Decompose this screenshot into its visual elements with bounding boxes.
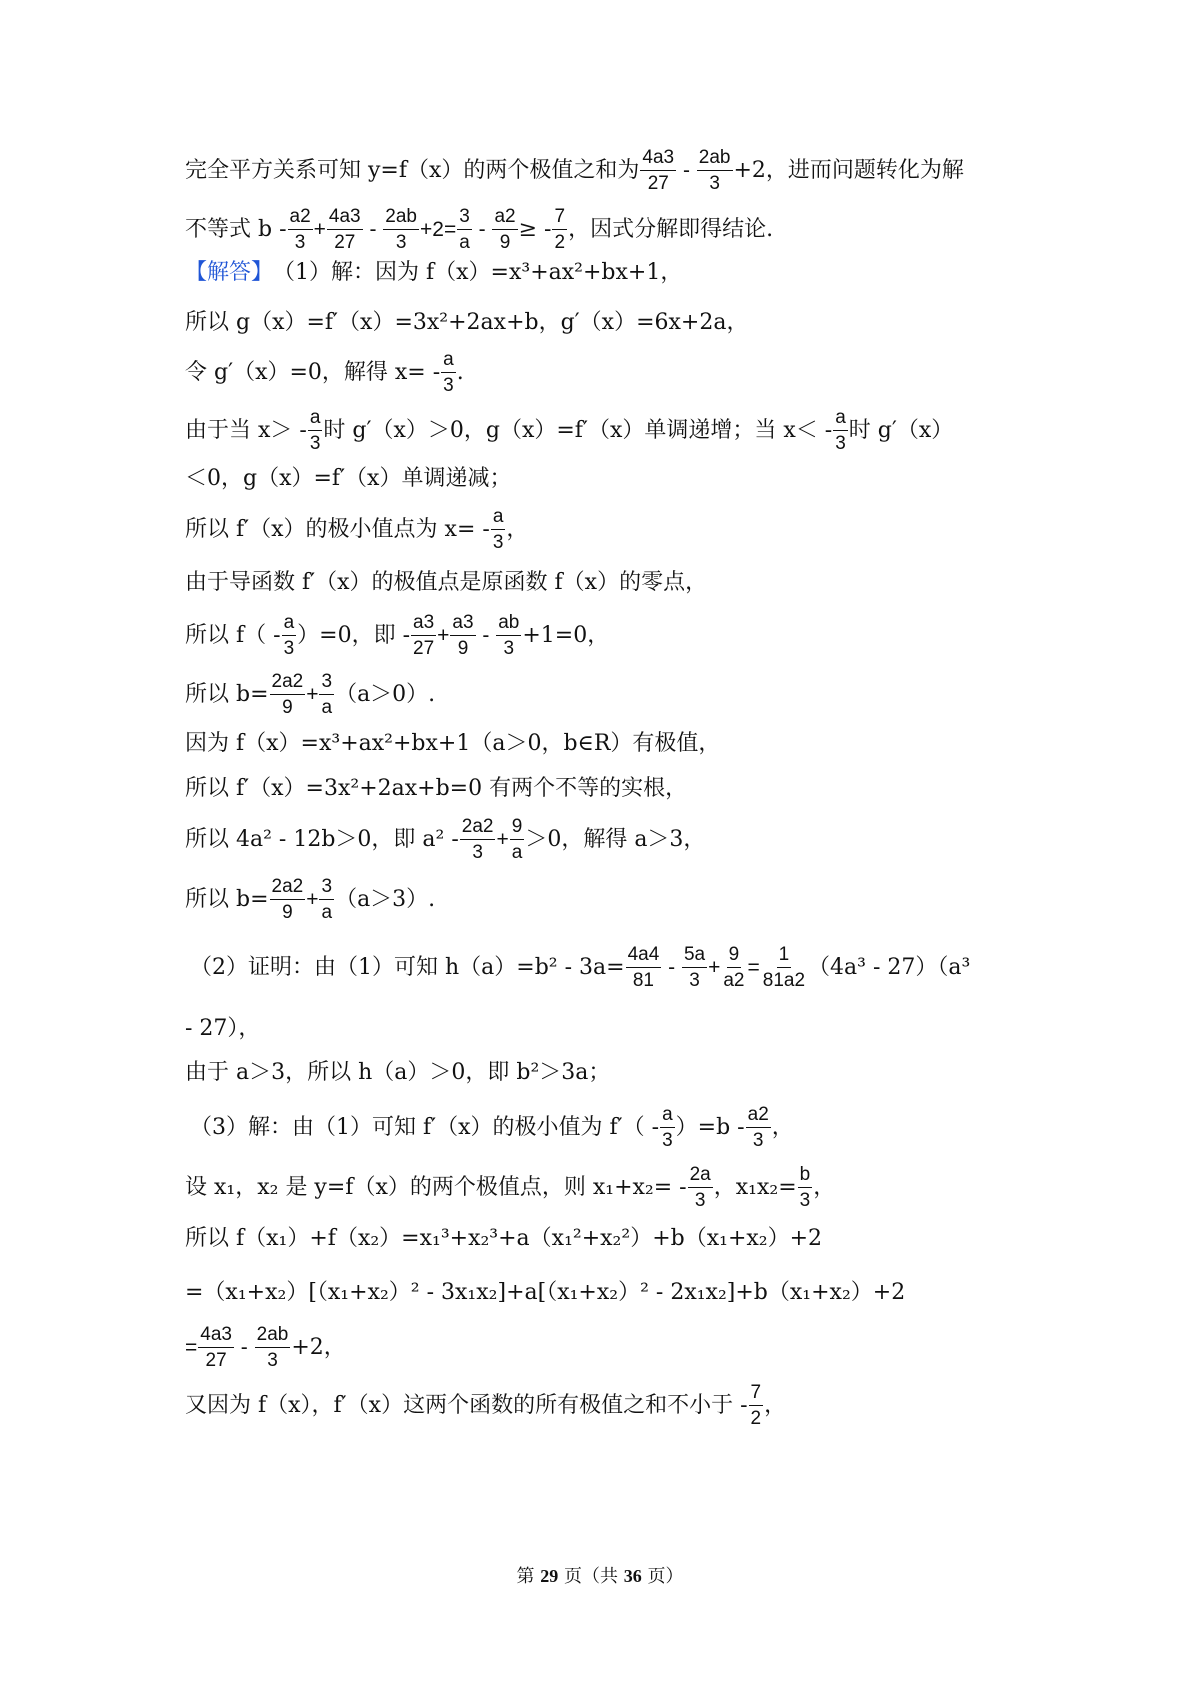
page-total: 36 xyxy=(623,1566,642,1586)
op: ≥ - xyxy=(518,216,552,242)
fraction: $\frac{3}{a}$ xyxy=(321,876,333,923)
op: + xyxy=(708,955,721,979)
text: =（x₁+x₂）[（x₁+x₂）² - 3x₁x₂]+a[（x₁+x₂）² - 2x₁x₂]+b（x₁+x₂）+2 xyxy=(185,1280,906,1305)
line-10 xyxy=(185,613,609,659)
fraction: $\frac{3}{a}$ xyxy=(321,671,333,718)
fraction: $\frac{a2}{3}$ xyxy=(747,1104,769,1151)
text: 由于当 x＞ - xyxy=(185,417,307,443)
text: 完全平方关系可知 y=f（x）的两个极值之和为 xyxy=(185,157,640,183)
op: - xyxy=(677,158,696,182)
line-15 xyxy=(185,877,435,923)
fraction: $\frac{5a}{3}$ xyxy=(683,944,706,991)
text: 所以 f′（x）=3x²+2ax+b=0 有两个不等的实根， xyxy=(185,776,688,801)
op: + xyxy=(437,623,450,647)
fraction: $\frac{2ab}{3}$ xyxy=(698,147,731,194)
fraction: $\frac{9}{a}$ xyxy=(511,816,523,863)
answer-tag: 【解答】 xyxy=(185,260,274,285)
text: ， xyxy=(764,1392,787,1418)
line-13 xyxy=(185,778,687,800)
text: 时 g′（x） xyxy=(848,417,954,443)
fraction: $\frac{9}{a2}$ xyxy=(723,944,745,991)
line-16 xyxy=(190,945,970,991)
text: ， xyxy=(813,1174,836,1200)
text: ＜0，g（x）=f′（x）单调递减； xyxy=(185,466,512,491)
op: = xyxy=(747,955,760,979)
op: +2= xyxy=(420,217,457,241)
fraction: $\frac{a3}{27}$ xyxy=(413,612,435,659)
line-22 xyxy=(185,1282,905,1304)
text: 所以 b= xyxy=(185,886,269,912)
text: +2， xyxy=(291,1334,346,1360)
text: 所以 b= xyxy=(185,681,269,707)
text: ＞0，解得 a＞3， xyxy=(525,826,706,852)
text: +1=0， xyxy=(522,622,610,648)
fraction: $\frac{4a3}{27}$ xyxy=(328,206,361,253)
text: 设 x₁，x₂ 是 y=f（x）的两个极值点，则 x₁+x₂= - xyxy=(185,1174,687,1200)
text: 由于 a＞3，所以 h（a）＞0，即 b²＞3a； xyxy=(185,1060,611,1085)
fraction: $\frac{2ab}{3}$ xyxy=(385,206,417,253)
line-12 xyxy=(185,733,720,755)
fraction: $\frac{2a2}{9}$ xyxy=(271,876,304,923)
fraction: $\frac{4a3}{27}$ xyxy=(642,147,675,194)
fraction: $\frac{a3}{9}$ xyxy=(452,612,474,659)
line-14 xyxy=(185,817,705,863)
fraction: $\frac{7}{2}$ xyxy=(750,1382,762,1429)
fraction: $\frac{3}{a}$ xyxy=(459,206,470,253)
fraction: $\frac{2ab}{3}$ xyxy=(256,1324,289,1371)
text: ，x₁x₂= xyxy=(713,1174,797,1200)
line-21 xyxy=(185,1228,822,1250)
text: 因为 f（x）=x³+ax²+bx+1（a＞0，b∈R）有极值， xyxy=(185,731,721,756)
fraction: $\frac{ab}{3}$ xyxy=(498,612,520,659)
line-20 xyxy=(185,1165,835,1211)
text: 所以 4a² - 12b＞0，即 a² - xyxy=(185,826,459,852)
line-8 xyxy=(185,507,528,553)
page-footer xyxy=(0,1562,1200,1588)
fraction: $\frac{7}{2}$ xyxy=(554,206,566,253)
text: 由于导函数 f′（x）的极值点是原函数 f（x）的零点， xyxy=(185,570,708,595)
line-5 xyxy=(185,350,464,396)
text: ）=0，即 - xyxy=(297,622,411,648)
line-23 xyxy=(185,1325,346,1371)
text: ）=b - xyxy=(675,1114,745,1140)
fraction: $\frac{2a2}{9}$ xyxy=(271,671,304,718)
line-11 xyxy=(185,672,435,718)
text: ，因式分解即得结论. xyxy=(568,216,774,242)
text: （2）证明：由（1）可知 h（a）=b² - 3a= xyxy=(190,954,625,980)
page-number: 29 xyxy=(540,1566,559,1586)
text: 又因为 f（x），f′（x）这两个函数的所有极值之和不小于 - xyxy=(185,1392,748,1418)
fraction: $\frac{b}{3}$ xyxy=(799,1164,811,1211)
op: + xyxy=(496,827,509,851)
op: + xyxy=(306,887,319,911)
op: - xyxy=(662,955,681,979)
text: - 27）， xyxy=(185,1016,261,1041)
line-18 xyxy=(185,1062,610,1084)
text: （1）解：因为 f（x）=x³+ax²+bx+1， xyxy=(273,260,683,285)
text: （a＞3）. xyxy=(335,886,436,912)
fraction: $\frac{a}{3}$ xyxy=(835,407,846,454)
text: 不等式 b - xyxy=(185,216,287,242)
line-1 xyxy=(185,148,964,194)
text: 令 g′（x）=0，解得 x= - xyxy=(185,359,441,385)
fraction: $\frac{a2}{9}$ xyxy=(494,206,516,253)
fraction: $\frac{a}{3}$ xyxy=(283,612,295,659)
text: （4a³ - 27）（a³ xyxy=(808,954,971,980)
text: 所以 f（ - xyxy=(185,622,281,648)
fraction: $\frac{a2}{3}$ xyxy=(289,206,311,253)
line-17 xyxy=(185,1018,260,1040)
text: 所以 f（x₁）+f（x₂）=x₁³+x₂³+a（x₁²+x₂²）+b（x₁+x₂）+2 xyxy=(185,1226,823,1251)
fraction: $\frac{a}{3}$ xyxy=(309,407,321,454)
op: - xyxy=(363,217,383,241)
line-7 xyxy=(185,468,511,490)
fraction: $\frac{4a4}{81}$ xyxy=(627,944,660,991)
text: +2，进而问题转化为解 xyxy=(733,157,964,183)
op: - xyxy=(476,623,496,647)
fraction: $\frac{a}{3}$ xyxy=(443,349,454,396)
fraction: $\frac{4a3}{27}$ xyxy=(200,1324,232,1371)
text: 时 g′（x）＞0，g（x）=f′（x）单调递增；当 x＜ - xyxy=(323,417,833,443)
line-4 xyxy=(185,312,748,334)
text: ， xyxy=(506,516,529,542)
line-3 xyxy=(185,262,682,284)
op: + xyxy=(313,217,326,241)
line-19 xyxy=(190,1105,794,1151)
op: + xyxy=(306,682,319,706)
fraction: $\frac{2a2}{3}$ xyxy=(461,816,494,863)
text: . xyxy=(456,359,464,385)
fraction: $\frac{2a}{3}$ xyxy=(689,1164,711,1211)
fraction: $\frac{a}{3}$ xyxy=(492,506,504,553)
line-6 xyxy=(185,408,953,454)
text: 所以 g（x）=f′（x）=3x²+2ax+b，g′（x）=6x+2a， xyxy=(185,310,749,335)
text: （a＞0）. xyxy=(335,681,436,707)
text: （3）解：由（1）可知 f′（x）的极小值为 f′（ - xyxy=(190,1114,660,1140)
footer-text: 页） xyxy=(641,1566,684,1587)
line-9 xyxy=(185,572,707,594)
text: 所以 f′（x）的极小值点为 x= - xyxy=(185,516,490,542)
line-2 xyxy=(185,207,773,253)
op: - xyxy=(234,1335,254,1359)
line-24 xyxy=(185,1383,786,1429)
op: - xyxy=(472,217,492,241)
op: = xyxy=(185,1335,198,1359)
footer-text: 第 xyxy=(516,1566,541,1587)
fraction: $\frac{1}{81a2}$ xyxy=(762,944,806,991)
text: ， xyxy=(771,1114,794,1140)
footer-text: 页（共 xyxy=(558,1566,624,1587)
fraction: $\frac{a}{3}$ xyxy=(662,1104,673,1151)
